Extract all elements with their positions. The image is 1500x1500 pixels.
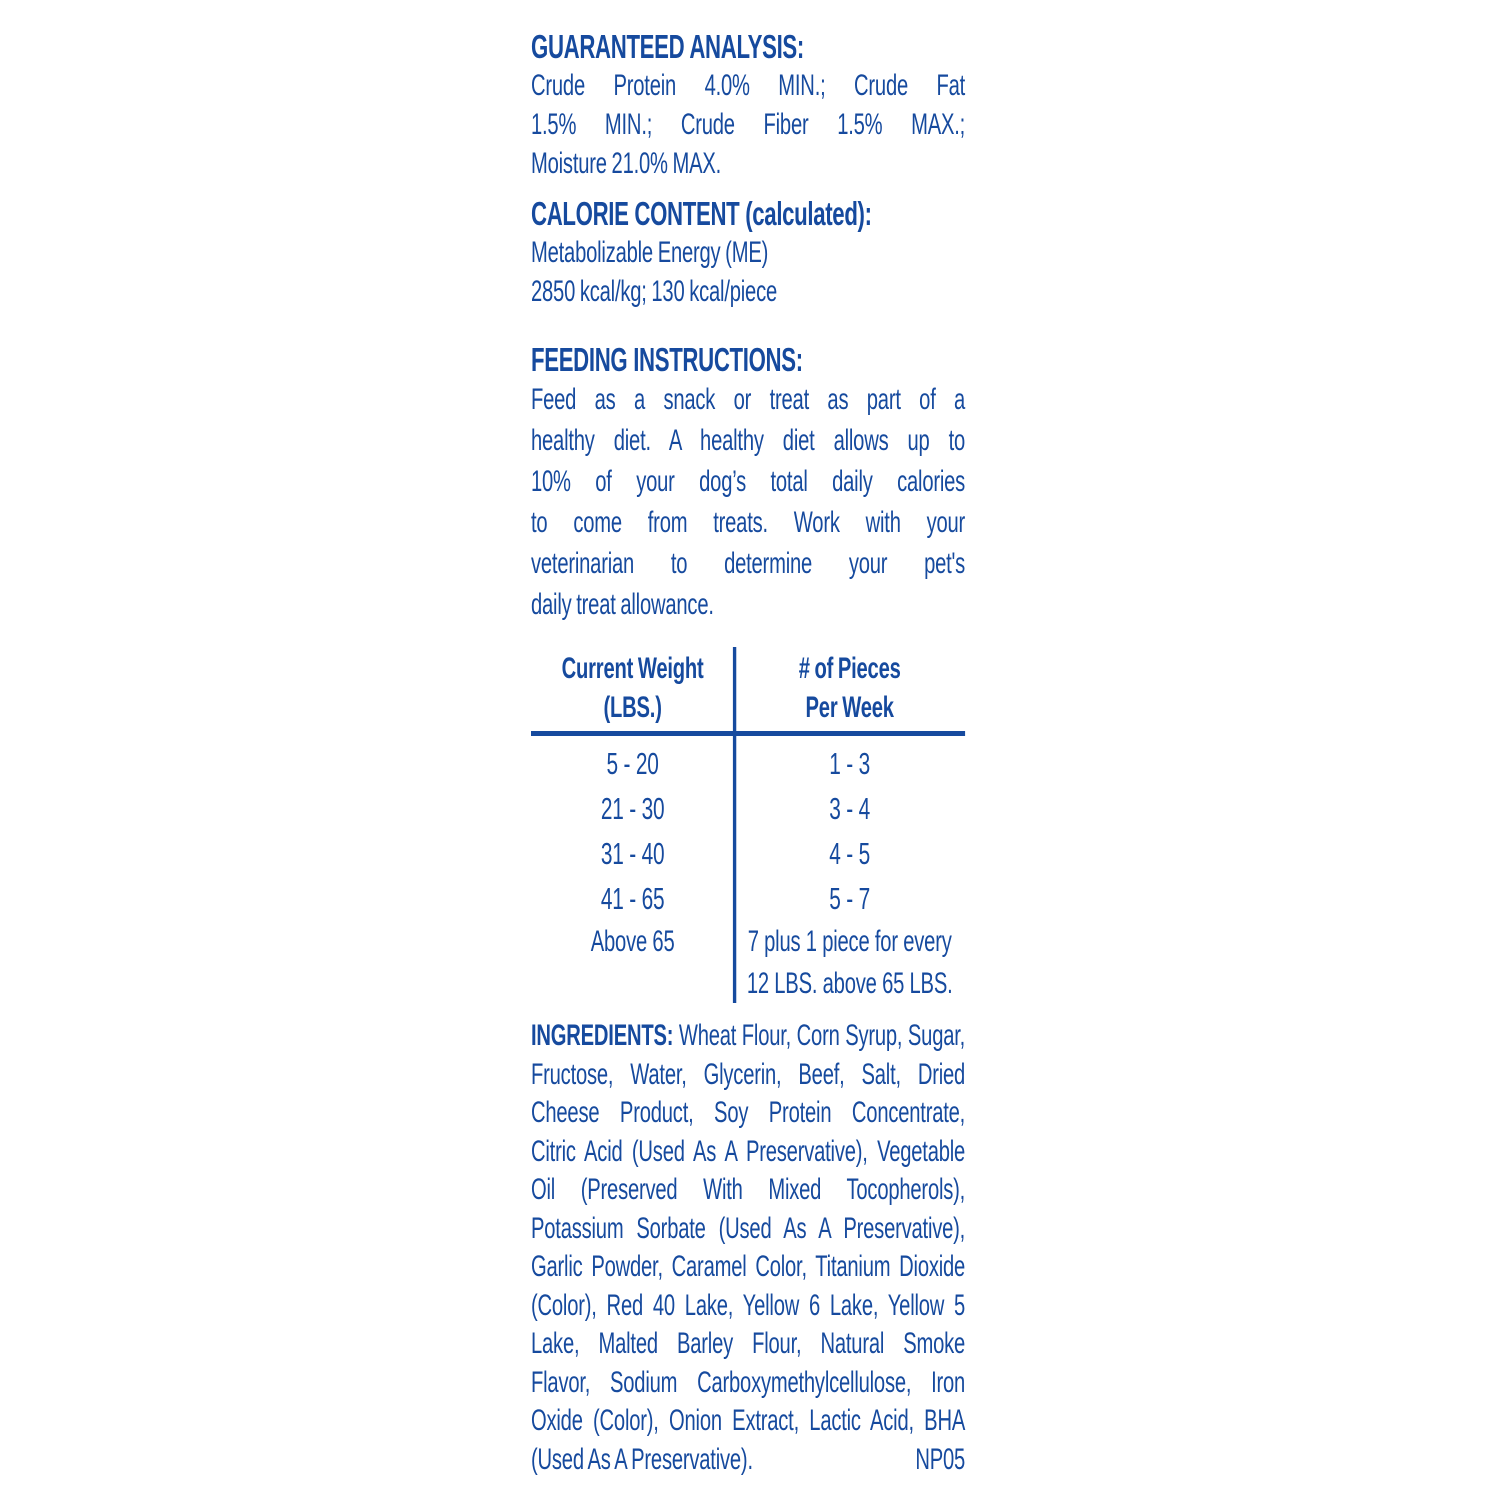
text-line: Garlic Powder, Caramel Color, Titanium Dioxide (531, 1250, 966, 1283)
table-row (531, 741, 965, 786)
calorie-content-section (531, 195, 965, 311)
ingredients-label: INGREDIENTS: (531, 1019, 674, 1052)
table-column-divider (733, 647, 736, 1003)
text-line: daily treat allowance. (531, 588, 714, 621)
calorie-content-heading: CALORIE CONTENT (calculated): (531, 195, 872, 232)
table-row (531, 831, 965, 876)
ingredients-closing-text: (Used As A Preservative). (531, 1442, 753, 1476)
feeding-instructions-text (531, 379, 965, 625)
pieces-per-week-cell (734, 786, 965, 831)
text-line (531, 1441, 965, 1480)
text-line: # of Pieces (798, 652, 901, 685)
feeding-table (531, 649, 965, 1005)
product-code: NP05 (915, 1442, 966, 1476)
weight-range-cell: 5 - 20 (606, 746, 659, 781)
table-row (531, 921, 965, 1005)
weight-range-cell: 41 - 65 (600, 881, 665, 916)
weight-range-cell: 31 - 40 (600, 836, 665, 871)
text-line: to come from treats. Work with your (531, 506, 966, 539)
pieces-per-week-cell (734, 876, 965, 921)
label-text-column (531, 28, 965, 1479)
weight-range-cell: Above 65 (590, 925, 675, 958)
text-line: 4 - 5 (829, 836, 871, 871)
text-line: veterinarian to determine your pet's (531, 547, 966, 580)
text-line: (LBS.) (603, 691, 662, 724)
weight-range-cell: 21 - 30 (600, 791, 665, 826)
text-line: (Color), Red 40 Lake, Yellow 6 Lake, Yellow 5 (531, 1288, 966, 1322)
weight-column-header (531, 649, 734, 727)
text-line: 12 LBS. above 65 LBS. (746, 967, 953, 1000)
text-line: Moisture 21.0% MAX. (531, 147, 722, 180)
feeding-table-body (531, 736, 965, 1005)
text-line: 3 - 4 (829, 791, 871, 826)
text-line: Metabolizable Energy (ME) (531, 236, 769, 269)
text-line: INGREDIENTS: Wheat Flour, Corn Syrup, Sugar, (531, 1019, 966, 1052)
text-line: Oil (Preserved With Mixed Tocopherols), (531, 1173, 966, 1206)
ingredients-text (531, 1017, 965, 1479)
text-line: Lake, Malted Barley Flour, Natural Smoke (531, 1327, 966, 1360)
text-line: Oxide (Color), Onion Extract, Lactic Acid, BHA (531, 1404, 966, 1437)
text-line: Cheese Product, Soy Protein Concentrate, (531, 1096, 966, 1129)
text-line: Flavor, Sodium Carboxymethylcellulose, Iron (531, 1365, 966, 1399)
text-line: 7 plus 1 piece for every (747, 925, 952, 958)
pieces-per-week-cell (734, 921, 965, 1005)
text-line: Fructose, Water, Glycerin, Beef, Salt, Dried (531, 1057, 966, 1091)
text-line: 10% of your dog’s total daily calories (531, 465, 966, 498)
text-line: 1 - 3 (829, 746, 871, 781)
guaranteed-analysis-heading: GUARANTEED ANALYSIS: (531, 28, 804, 65)
guaranteed-analysis-text (531, 66, 965, 183)
text-line: Current Weight (561, 652, 704, 685)
text-line: Crude Protein 4.0% MIN.; Crude Fat (531, 69, 966, 102)
table-row (531, 786, 965, 831)
pieces-column-header (734, 649, 965, 727)
ingredients-section (531, 1017, 965, 1479)
text-line: Per Week (805, 691, 894, 724)
text-line: healthy diet. A healthy diet allows up to (531, 424, 966, 457)
pieces-per-week-cell (734, 741, 965, 786)
feeding-table-header (531, 649, 965, 736)
text-line: Feed as a snack or treat as part of a (531, 383, 966, 416)
text-line: Potassium Sorbate (Used As A Preservative), (531, 1211, 966, 1245)
table-row (531, 876, 965, 921)
guaranteed-analysis-section (531, 28, 965, 183)
feeding-instructions-heading: FEEDING INSTRUCTIONS: (531, 341, 803, 378)
feeding-instructions-section (531, 341, 965, 625)
text-line: 1.5% MIN.; Crude Fiber 1.5% MAX.; (531, 108, 966, 141)
text-line: 2850 kcal/kg; 130 kcal/piece (531, 275, 777, 308)
text-line: 5 - 7 (829, 881, 871, 916)
pieces-per-week-cell (734, 831, 965, 876)
text-line: Citric Acid (Used As A Preservative), Vegetable (531, 1134, 966, 1168)
calorie-content-text (531, 233, 965, 311)
